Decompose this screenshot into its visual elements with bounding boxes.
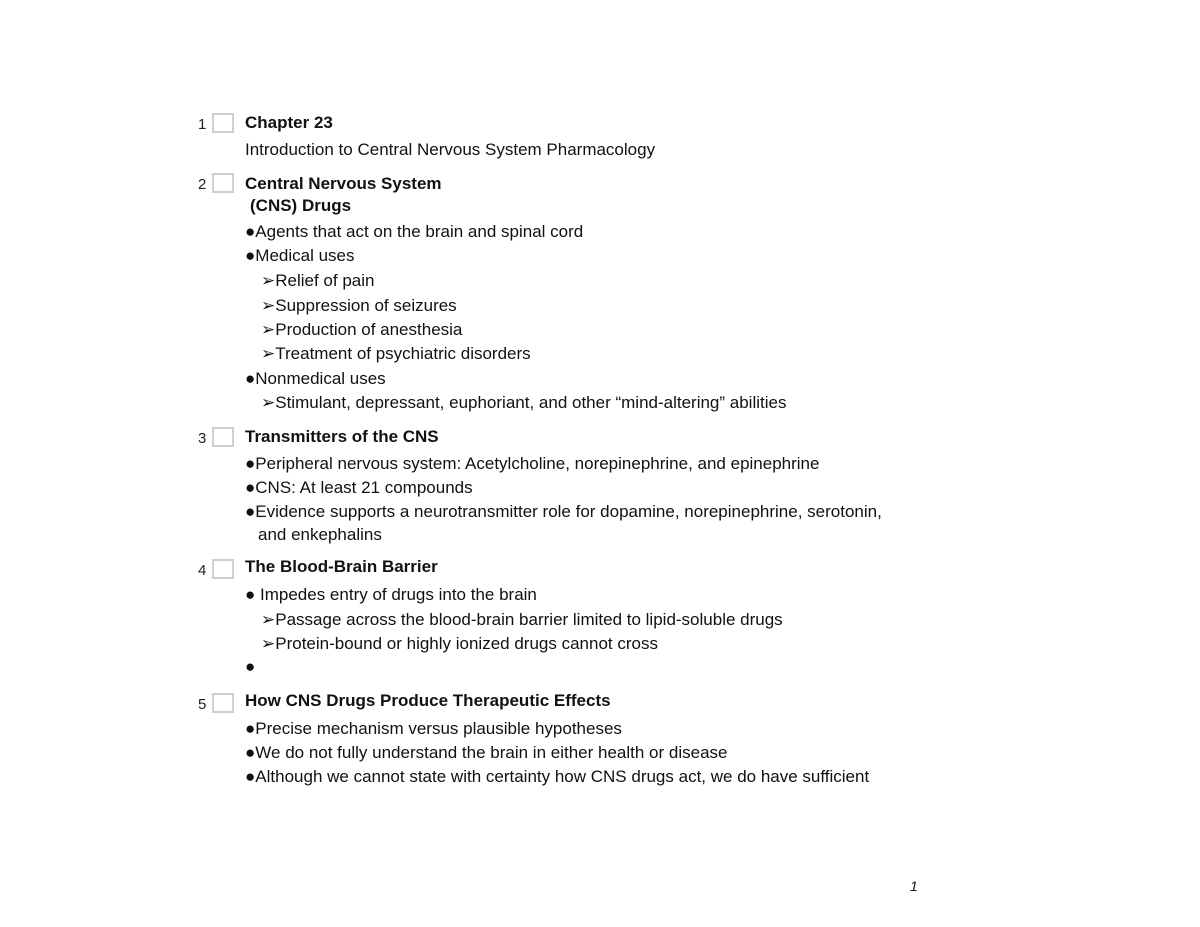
bullet-item: ●Nonmedical uses <box>245 369 386 388</box>
bullet-item: ●We do not fully understand the brain in either health or disease <box>245 743 728 762</box>
slide-number: 5 <box>198 696 207 713</box>
sub-bullet-item: ➢Suppression of seizures <box>261 296 457 315</box>
bullet-icon: ● <box>245 222 256 241</box>
arrow-bullet-icon: ➢ <box>261 344 276 363</box>
bullet-item: ●Precise mechanism versus plausible hypotheses <box>245 719 622 738</box>
slide-title-line-2: (CNS) Drugs <box>250 196 352 215</box>
slide-title: How CNS Drugs Produce Therapeutic Effects <box>245 691 611 710</box>
bullet-icon: ● <box>245 719 256 738</box>
slide-title: Central Nervous System <box>245 174 442 193</box>
bullet-item: ●Although we cannot state with certainty how CNS drugs act, we do have sufficient <box>245 767 870 786</box>
page-number: 1 <box>910 878 918 894</box>
bullet-item: ● Impedes entry of drugs into the brain <box>245 585 537 604</box>
bullet-continuation: and enkephalins <box>258 525 382 544</box>
bullet-icon: ● <box>245 478 256 497</box>
arrow-bullet-icon: ➢ <box>261 271 276 290</box>
bullet-icon: ● <box>245 657 256 676</box>
bullet-item: ●Evidence supports a neurotransmitter role for dopamine, norepinephrine, serotonin, <box>245 502 882 521</box>
arrow-bullet-icon: ➢ <box>261 610 276 629</box>
bullet-icon: ● <box>245 454 256 473</box>
slide-title: Chapter 23 <box>245 113 333 132</box>
slide-title: Transmitters of the CNS <box>245 427 439 446</box>
slide-number: 4 <box>198 562 207 579</box>
bullet-icon: ● <box>245 369 256 388</box>
bullet-icon: ● <box>245 246 256 265</box>
bullet-icon: ● <box>245 502 256 521</box>
bullet-item: ●Medical uses <box>245 246 355 265</box>
slide-thumbnail[interactable] <box>212 559 234 579</box>
slide-subtitle: Introduction to Central Nervous System Pharmacology <box>245 140 656 159</box>
bullet-icon: ● <box>245 743 256 762</box>
bullet-item: ●Peripheral nervous system: Acetylcholine, norepinephrine, and epinephrine <box>245 454 820 473</box>
sub-bullet-item: ➢Passage across the blood-brain barrier limited to lipid-soluble drugs <box>261 610 783 629</box>
arrow-bullet-icon: ➢ <box>261 393 276 412</box>
slide-thumbnail[interactable] <box>212 427 234 447</box>
bullet-item-empty <box>245 656 255 678</box>
slide-number: 1 <box>198 116 207 133</box>
sub-bullet-item: ➢Relief of pain <box>261 271 375 290</box>
arrow-bullet-icon: ➢ <box>261 296 276 315</box>
bullet-icon: ● <box>245 585 256 604</box>
slide-thumbnail[interactable] <box>212 173 234 193</box>
slide-thumbnail[interactable] <box>212 693 234 713</box>
bullet-item: ●CNS: At least 21 compounds <box>245 478 473 497</box>
sub-bullet-item: ➢Stimulant, depressant, euphoriant, and other “mind-altering” abilities <box>261 393 787 412</box>
sub-bullet-item: ➢Treatment of psychiatric disorders <box>261 344 531 363</box>
sub-bullet-item: ➢Protein-bound or highly ionized drugs cannot cross <box>261 634 658 653</box>
bullet-item: ●Agents that act on the brain and spinal cord <box>245 222 584 241</box>
arrow-bullet-icon: ➢ <box>261 634 276 653</box>
slide-number: 2 <box>198 176 207 193</box>
bullet-icon: ● <box>245 767 256 786</box>
slide-title: The Blood-Brain Barrier <box>245 557 438 576</box>
arrow-bullet-icon: ➢ <box>261 320 276 339</box>
slide-thumbnail[interactable] <box>212 113 234 133</box>
slide-number: 3 <box>198 430 207 447</box>
sub-bullet-item: ➢Production of anesthesia <box>261 320 463 339</box>
